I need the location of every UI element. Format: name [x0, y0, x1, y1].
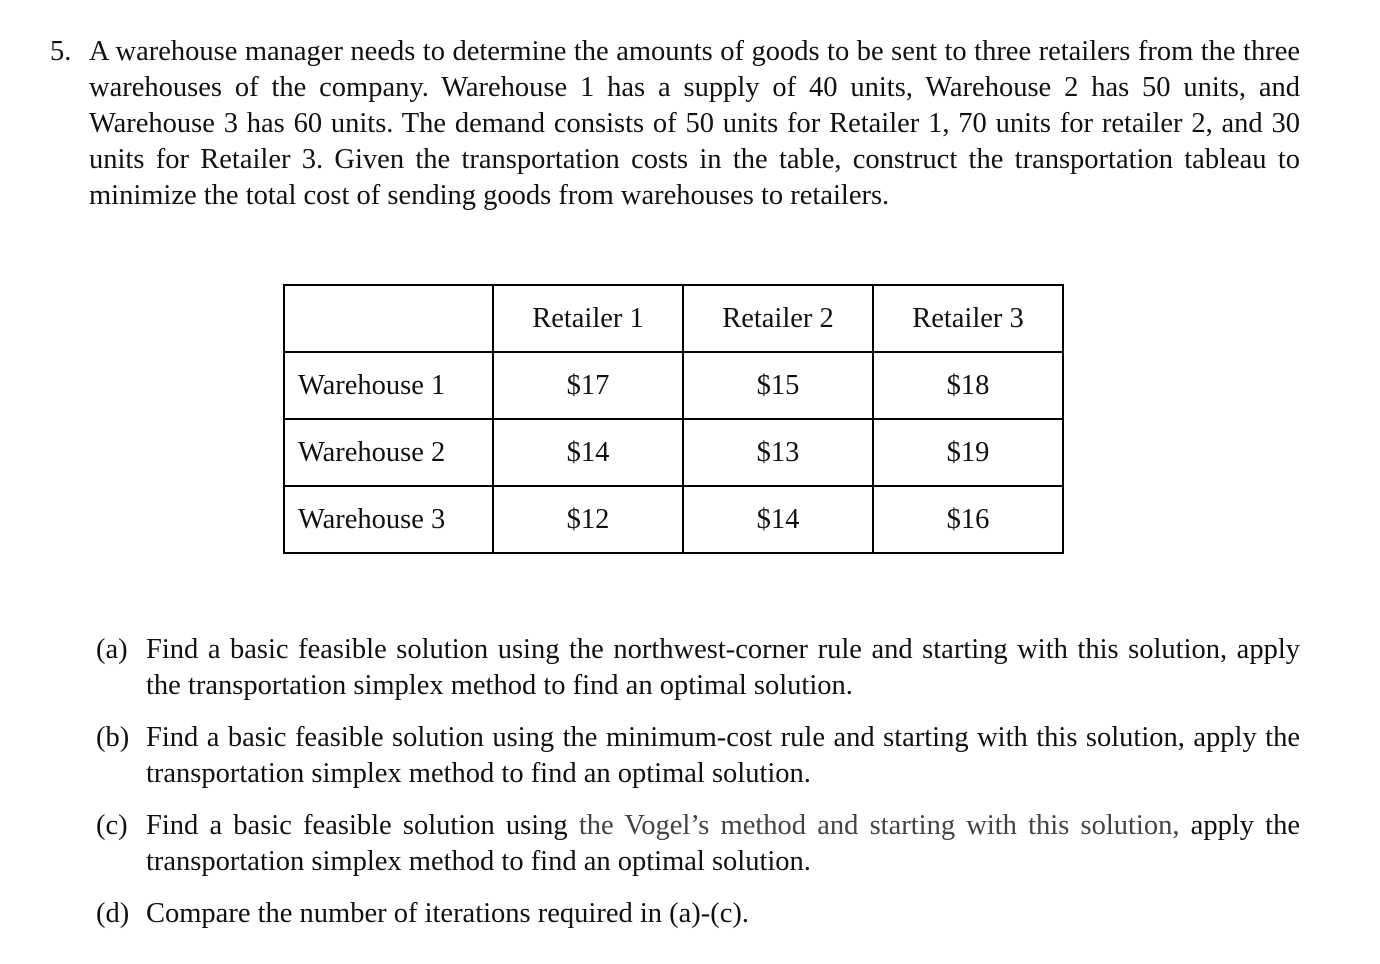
cost-cell: $18	[873, 352, 1063, 419]
sub-questions	[96, 632, 1300, 948]
part-c-text-start: Find a basic feasible solution using	[146, 810, 579, 841]
part-b-text: Find a basic feasible solution using the minimum-cost rule and starting with this solution, apply the transportation simplex method to find an optimal solution.	[146, 722, 1300, 789]
row-header-warehouse-2: Warehouse 2	[284, 419, 493, 486]
table-row-warehouse-2	[284, 419, 1063, 486]
cost-cell: $17	[493, 352, 683, 419]
part-b	[96, 720, 1300, 792]
row-header-warehouse-3: Warehouse 3	[284, 486, 493, 553]
cost-cell: $13	[683, 419, 873, 486]
column-header-retailer-2: Retailer 2	[683, 285, 873, 352]
problem-text: A warehouse manager needs to determine the amounts of goods to be sent to three retailers from the three warehouses of the company. Warehouse 1 has a supply of 40 units, Warehouse 2 has 50 units, and Warehouse 3 has 60 units. The demand consists of 50 units for Retailer 1, 70 units for retailer 2, and 30 units for Retailer 3. Given the transportation costs in the table, construct the transportation tableau to minimize the total cost of sending goods from warehouses to retailers.	[89, 36, 1300, 211]
problem-number: 5.	[50, 36, 72, 67]
cost-cell: $19	[873, 419, 1063, 486]
problem-statement	[50, 34, 1300, 214]
cost-cell: $14	[683, 486, 873, 553]
cost-cell: $15	[683, 352, 873, 419]
part-c-text-middle: the Vogel’s method and starting with this solution,	[578, 810, 1180, 841]
part-a-label: (a)	[96, 634, 128, 665]
part-d-text: Compare the number of iterations required in (a)-(c).	[146, 898, 750, 929]
cost-cell: $12	[493, 486, 683, 553]
table-row-warehouse-3	[284, 486, 1063, 553]
column-header-retailer-1: Retailer 1	[493, 285, 683, 352]
transportation-cost-table	[283, 284, 1064, 554]
part-d-label: (d)	[96, 898, 130, 929]
part-c-label: (c)	[96, 810, 128, 841]
part-d	[96, 896, 1300, 932]
part-a	[96, 632, 1300, 704]
part-c	[96, 808, 1300, 880]
table-header-row	[284, 285, 1063, 352]
part-c-text-end: apply the transportation simplex method to find an optimal solution.	[146, 810, 1300, 877]
table-corner-cell	[284, 285, 493, 352]
part-c-text	[146, 808, 1300, 880]
cost-cell: $14	[493, 419, 683, 486]
part-b-label: (b)	[96, 722, 130, 753]
part-a-text: Find a basic feasible solution using the northwest-corner rule and starting with this solution, apply the transportation simplex method to find an optimal solution.	[146, 634, 1300, 701]
row-header-warehouse-1: Warehouse 1	[284, 352, 493, 419]
column-header-retailer-3: Retailer 3	[873, 285, 1063, 352]
cost-cell: $16	[873, 486, 1063, 553]
table-row-warehouse-1	[284, 352, 1063, 419]
